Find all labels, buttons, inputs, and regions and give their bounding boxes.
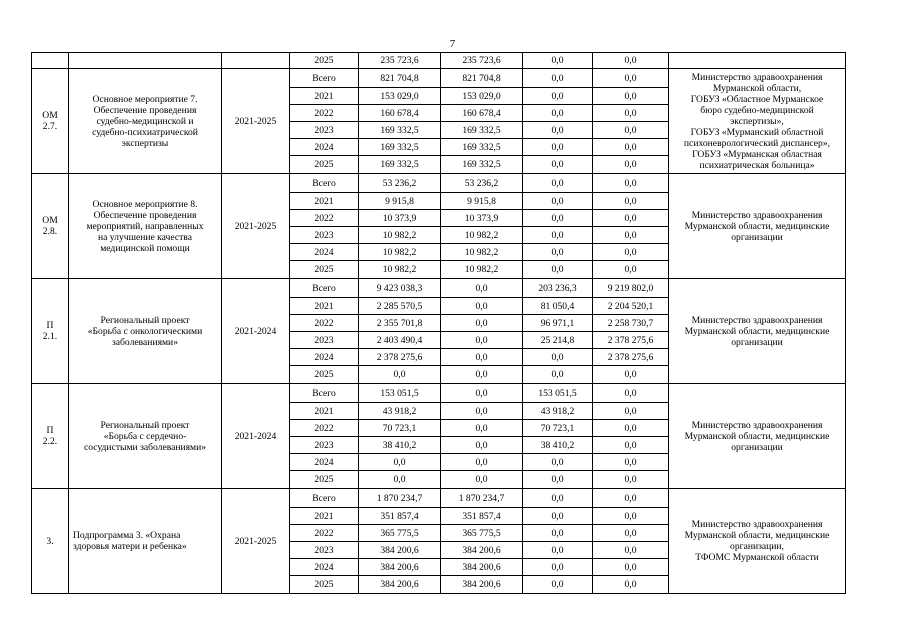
page-number: 7 (449, 38, 456, 50)
responsible-executor: Министерство здравоохранения Мурманской области, медицинские организации, ТФОМС Мурманской области (669, 489, 846, 594)
amount-cell: 0,0 (359, 366, 441, 384)
implementation-period: 2021-2024 (222, 384, 290, 489)
amount-cell: 365 775,5 (359, 525, 441, 542)
year-cell: 2025 (290, 471, 359, 489)
measure-name: Основное мероприятие 8. Обеспечение проведения мероприятий, направленных на улучшение качества медицинской помощи (69, 174, 222, 279)
year-cell: Всего (290, 384, 359, 403)
amount-cell: 0,0 (593, 122, 669, 139)
amount-cell: 169 332,5 (441, 156, 523, 174)
amount-cell: 10 373,9 (441, 210, 523, 227)
amount-cell: 9 423 038,3 (359, 279, 441, 298)
amount-cell: 0,0 (359, 454, 441, 471)
amount-cell: 10 373,9 (359, 210, 441, 227)
amount-cell: 0,0 (523, 366, 593, 384)
amount-cell: 0,0 (523, 139, 593, 156)
amount-cell: 384 200,6 (359, 576, 441, 594)
amount-cell: 169 332,5 (359, 156, 441, 174)
amount-cell: 0,0 (523, 542, 593, 559)
amount-cell: 0,0 (593, 53, 669, 69)
amount-cell: 0,0 (441, 349, 523, 366)
amount-cell: 0,0 (523, 349, 593, 366)
amount-cell: 0,0 (593, 261, 669, 279)
measure-code: ОМ 2.7. (32, 69, 69, 174)
year-cell: 2021 (290, 193, 359, 210)
amount-cell: 0,0 (441, 315, 523, 332)
table-row (32, 279, 846, 298)
year-cell: 2022 (290, 525, 359, 542)
amount-cell: 0,0 (593, 366, 669, 384)
table-row (32, 489, 846, 508)
amount-cell: 2 403 490,4 (359, 332, 441, 349)
amount-cell: 169 332,5 (441, 139, 523, 156)
amount-cell: 0,0 (593, 210, 669, 227)
amount-cell: 0,0 (593, 576, 669, 594)
amount-cell: 2 378 275,6 (593, 349, 669, 366)
amount-cell: 0,0 (523, 471, 593, 489)
amount-cell: 0,0 (523, 559, 593, 576)
amount-cell: 821 704,8 (359, 69, 441, 88)
amount-cell: 235 723,6 (441, 53, 523, 69)
amount-cell: 169 332,5 (359, 139, 441, 156)
amount-cell: 384 200,6 (441, 542, 523, 559)
year-cell: 2021 (290, 298, 359, 315)
measure-name: Подпрограмма 3. «Охрана здоровья матери и ребенка» (69, 489, 222, 594)
amount-cell: 0,0 (441, 403, 523, 420)
year-cell: 2023 (290, 437, 359, 454)
amount-cell: 0,0 (523, 489, 593, 508)
amount-cell: 0,0 (441, 471, 523, 489)
amount-cell: 0,0 (523, 227, 593, 244)
year-cell: 2025 (290, 261, 359, 279)
amount-cell: 0,0 (441, 454, 523, 471)
amount-cell: 153 029,0 (441, 88, 523, 105)
year-cell: 2025 (290, 156, 359, 174)
amount-cell: 0,0 (593, 384, 669, 403)
amount-cell: 38 410,2 (523, 437, 593, 454)
amount-cell: 0,0 (593, 437, 669, 454)
year-cell: 2021 (290, 88, 359, 105)
amount-cell: 9 915,8 (359, 193, 441, 210)
amount-cell: 365 775,5 (441, 525, 523, 542)
measure-name: Региональный проект «Борьба с сердечно- сосудистыми заболеваниями» (69, 384, 222, 489)
amount-cell: 160 678,4 (359, 105, 441, 122)
amount-cell: 0,0 (523, 244, 593, 261)
amount-cell: 153 051,5 (359, 384, 441, 403)
amount-cell: 0,0 (523, 69, 593, 88)
amount-cell: 10 982,2 (359, 261, 441, 279)
year-cell: 2023 (290, 332, 359, 349)
year-cell: Всего (290, 489, 359, 508)
responsible-executor: Министерство здравоохранения Мурманской области, ГОБУЗ «Областное Мурманское бюро судебно-медицинской экспертизы», ГОБУЗ «Мурманский областной психоневрологический диспансер», ГОБУЗ «Мурманская областная психиатрическая больница» (669, 69, 846, 174)
responsible-cell (669, 53, 846, 69)
amount-cell: 0,0 (593, 174, 669, 193)
measure-code: П 2.2. (32, 384, 69, 489)
year-cell: 2023 (290, 227, 359, 244)
amount-cell: 1 870 234,7 (441, 489, 523, 508)
amount-cell: 169 332,5 (359, 122, 441, 139)
amount-cell: 0,0 (523, 105, 593, 122)
amount-cell: 821 704,8 (441, 69, 523, 88)
implementation-period: 2021-2024 (222, 279, 290, 384)
amount-cell: 10 982,2 (441, 244, 523, 261)
amount-cell: 203 236,3 (523, 279, 593, 298)
year-cell: 2023 (290, 122, 359, 139)
amount-cell: 0,0 (523, 53, 593, 69)
year-cell: 2024 (290, 139, 359, 156)
amount-cell: 384 200,6 (359, 559, 441, 576)
amount-cell: 53 236,2 (441, 174, 523, 193)
measure-code: ОМ 2.8. (32, 174, 69, 279)
amount-cell: 0,0 (523, 576, 593, 594)
amount-cell: 384 200,6 (359, 542, 441, 559)
amount-cell: 384 200,6 (441, 576, 523, 594)
amount-cell: 0,0 (593, 508, 669, 525)
year-cell: 2021 (290, 508, 359, 525)
amount-cell: 70 723,1 (523, 420, 593, 437)
year-cell: 2021 (290, 403, 359, 420)
year-cell: 2025 (290, 366, 359, 384)
amount-cell: 0,0 (523, 454, 593, 471)
amount-cell: 351 857,4 (359, 508, 441, 525)
amount-cell: 0,0 (523, 156, 593, 174)
amount-cell: 2 285 570,5 (359, 298, 441, 315)
year-cell: Всего (290, 279, 359, 298)
amount-cell: 38 410,2 (359, 437, 441, 454)
amount-cell: 0,0 (523, 193, 593, 210)
amount-cell: 10 982,2 (359, 227, 441, 244)
amount-cell: 1 870 234,7 (359, 489, 441, 508)
amount-cell: 0,0 (523, 174, 593, 193)
year-cell: 2024 (290, 559, 359, 576)
implementation-period: 2021-2025 (222, 69, 290, 174)
amount-cell: 0,0 (593, 156, 669, 174)
amount-cell: 81 050,4 (523, 298, 593, 315)
amount-cell: 0,0 (523, 88, 593, 105)
amount-cell: 2 378 275,6 (359, 349, 441, 366)
amount-cell: 0,0 (441, 420, 523, 437)
amount-cell: 0,0 (523, 210, 593, 227)
year-cell: 2024 (290, 244, 359, 261)
amount-cell: 0,0 (593, 559, 669, 576)
amount-cell: 2 355 701,8 (359, 315, 441, 332)
table-row (32, 69, 846, 88)
amount-cell: 0,0 (593, 227, 669, 244)
amount-cell: 43 918,2 (359, 403, 441, 420)
amount-cell: 0,0 (523, 525, 593, 542)
amount-cell: 0,0 (593, 454, 669, 471)
amount-cell: 0,0 (593, 193, 669, 210)
year-cell: 2024 (290, 349, 359, 366)
amount-cell: 169 332,5 (441, 122, 523, 139)
measure-code: П 2.1. (32, 279, 69, 384)
amount-cell: 160 678,4 (441, 105, 523, 122)
amount-cell: 2 378 275,6 (593, 332, 669, 349)
amount-cell: 0,0 (593, 88, 669, 105)
table-row (32, 174, 846, 193)
amount-cell: 235 723,6 (359, 53, 441, 69)
year-cell: 2025 (290, 53, 359, 69)
amount-cell: 153 029,0 (359, 88, 441, 105)
amount-cell: 70 723,1 (359, 420, 441, 437)
year-cell: Всего (290, 174, 359, 193)
amount-cell: 9 219 802,0 (593, 279, 669, 298)
amount-cell: 0,0 (593, 420, 669, 437)
amount-cell: 0,0 (593, 403, 669, 420)
year-cell: Всего (290, 69, 359, 88)
amount-cell: 0,0 (441, 437, 523, 454)
code-cell (32, 53, 69, 69)
amount-cell: 0,0 (441, 279, 523, 298)
amount-cell: 0,0 (593, 525, 669, 542)
implementation-period: 2021-2025 (222, 489, 290, 594)
period-cell (222, 53, 290, 69)
amount-cell: 9 915,8 (441, 193, 523, 210)
amount-cell: 10 982,2 (441, 227, 523, 244)
responsible-executor: Министерство здравоохранения Мурманской области, медицинские организации (669, 384, 846, 489)
amount-cell: 53 236,2 (359, 174, 441, 193)
amount-cell: 0,0 (593, 105, 669, 122)
year-cell: 2023 (290, 542, 359, 559)
amount-cell: 43 918,2 (523, 403, 593, 420)
amount-cell: 0,0 (593, 244, 669, 261)
amount-cell: 0,0 (593, 542, 669, 559)
amount-cell: 0,0 (441, 332, 523, 349)
year-cell: 2022 (290, 210, 359, 227)
amount-cell: 2 204 520,1 (593, 298, 669, 315)
amount-cell: 384 200,6 (441, 559, 523, 576)
measure-code: 3. (32, 489, 69, 594)
amount-cell: 25 214,8 (523, 332, 593, 349)
amount-cell: 0,0 (359, 471, 441, 489)
amount-cell: 0,0 (593, 471, 669, 489)
amount-cell: 0,0 (593, 489, 669, 508)
measure-name: Региональный проект «Борьба с онкологическими заболеваниями» (69, 279, 222, 384)
year-cell: 2022 (290, 105, 359, 122)
amount-cell: 0,0 (593, 69, 669, 88)
amount-cell: 2 258 730,7 (593, 315, 669, 332)
amount-cell: 96 971,1 (523, 315, 593, 332)
amount-cell: 351 857,4 (441, 508, 523, 525)
year-cell: 2025 (290, 576, 359, 594)
amount-cell: 0,0 (523, 261, 593, 279)
name-cell (69, 53, 222, 69)
amount-cell: 0,0 (523, 122, 593, 139)
table-row (32, 384, 846, 403)
table-row (32, 53, 846, 69)
year-cell: 2022 (290, 420, 359, 437)
amount-cell: 10 982,2 (441, 261, 523, 279)
amount-cell: 0,0 (593, 139, 669, 156)
measure-name: Основное мероприятие 7. Обеспечение проведения судебно-медицинской и судебно-психиатрической экспертизы (69, 69, 222, 174)
amount-cell: 10 982,2 (359, 244, 441, 261)
amount-cell: 0,0 (441, 366, 523, 384)
implementation-period: 2021-2025 (222, 174, 290, 279)
amount-cell: 0,0 (523, 508, 593, 525)
responsible-executor: Министерство здравоохранения Мурманской области, медицинские организации (669, 279, 846, 384)
amount-cell: 153 051,5 (523, 384, 593, 403)
year-cell: 2022 (290, 315, 359, 332)
budget-table (31, 52, 846, 594)
amount-cell: 0,0 (441, 298, 523, 315)
year-cell: 2024 (290, 454, 359, 471)
responsible-executor: Министерство здравоохранения Мурманской области, медицинские организации (669, 174, 846, 279)
amount-cell: 0,0 (441, 384, 523, 403)
